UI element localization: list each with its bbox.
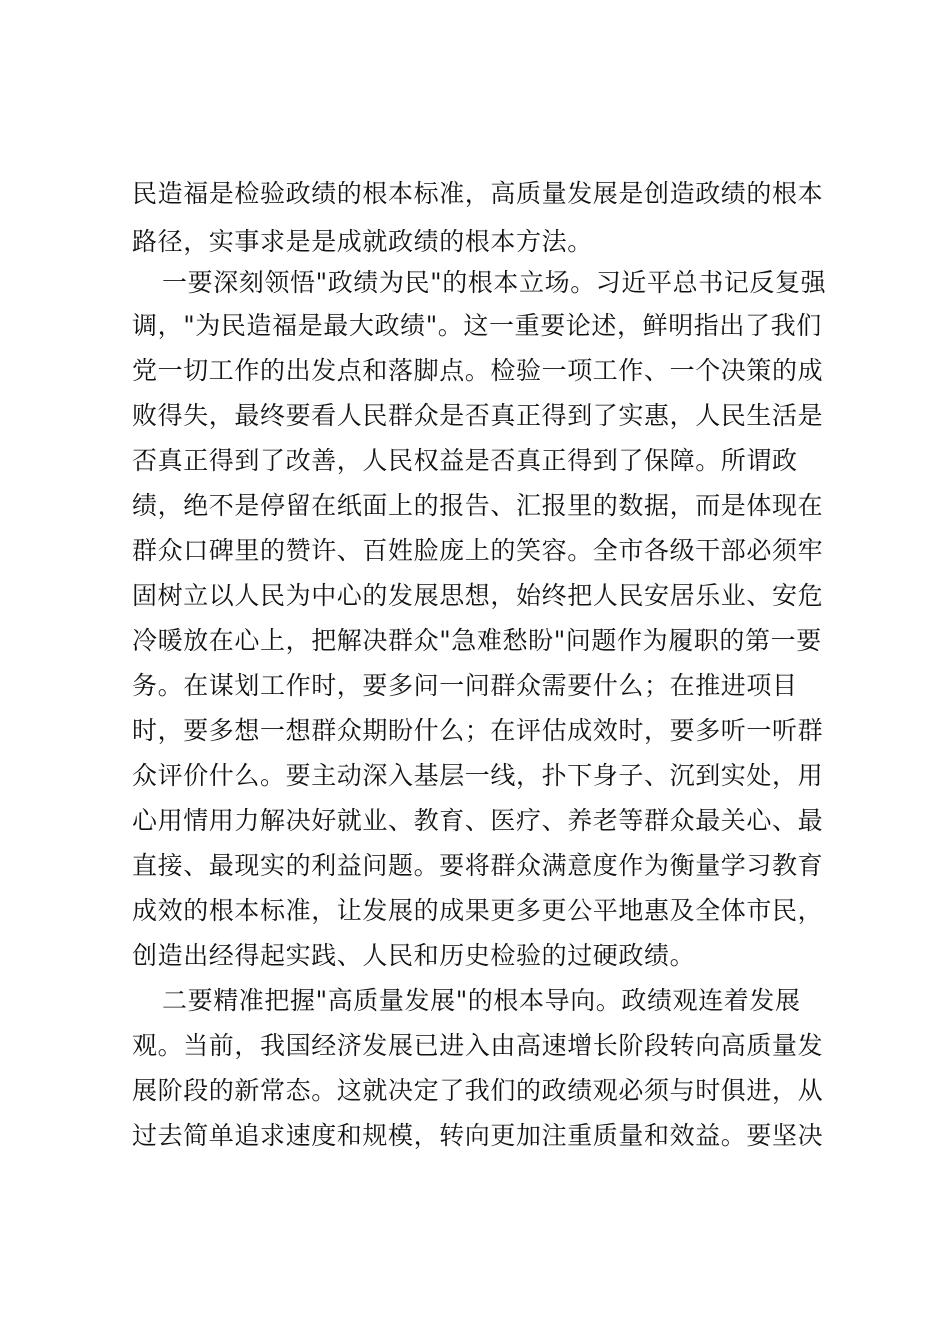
paragraph-1-first-line: 一要深刻领悟"政绩为民"的根本立场。习近平总书记反复强 [162, 268, 827, 297]
body-text-line: 民造福是检验政绩的根本标准，高质量发展是创造政绩的根本 [132, 179, 824, 208]
body-text-line: 展阶段的新常态。这就决定了我们的政绩观必须与时俱进，从 [132, 1076, 824, 1105]
body-text-line: 路径，实事求是是成就政绩的根本方法。 [132, 227, 593, 256]
body-text-line: 败得失，最终要看人民群众是否真正得到了实惠，人民生活是 [132, 401, 824, 430]
body-text-line: 冷暖放在心上，把解决群众"急难愁盼"问题作为履职的第一要 [132, 626, 822, 655]
body-text-line: 否真正得到了改善，人民权益是否真正得到了保障。所谓政 [132, 446, 798, 475]
body-text-line: 党一切工作的出发点和落脚点。检验一项工作、一个决策的成 [132, 356, 824, 385]
body-text-line: 成效的根本标准，让发展的成果更多更公平地惠及全体市民， [132, 896, 824, 925]
body-text-line: 时，要多想一想群众期盼什么；在评估成效时，要多听一听群 [132, 716, 824, 745]
body-text-line: 群众口碑里的赞许、百姓脸庞上的笑容。全市各级干部必须牢 [132, 536, 824, 565]
body-text-line: 创造出经得起实践、人民和历史检验的过硬政绩。 [132, 941, 696, 970]
body-text-line: 心用情用力解决好就业、教育、医疗、养老等群众最关心、最 [132, 806, 824, 835]
body-text-line: 众评价什么。要主动深入基层一线，扑下身子、沉到实处，用 [132, 761, 824, 790]
body-text-line: 过去简单追求速度和规模，转向更加注重质量和效益。要坚决 [132, 1121, 824, 1150]
body-text-line: 绩，绝不是停留在纸面上的报告、汇报里的数据，而是体现在 [132, 491, 824, 520]
paragraph-2-first-line: 二要精准把握"高质量发展"的根本导向。政绩观连着发展 [162, 986, 801, 1015]
body-text-line: 直接、最现实的利益问题。要将群众满意度作为衡量学习教育 [132, 851, 824, 880]
body-text-line: 务。在谋划工作时，要多问一问群众需要什么；在推进项目 [132, 671, 798, 700]
body-text-line: 调，"为民造福是最大政绩"。这一重要论述，鲜明指出了我们 [132, 311, 822, 340]
body-text-line: 观。当前，我国经济发展已进入由高速增长阶段转向高质量发 [132, 1031, 824, 1060]
body-text-line: 固树立以人民为中心的发展思想，始终把人民安居乐业、安危 [132, 581, 824, 610]
